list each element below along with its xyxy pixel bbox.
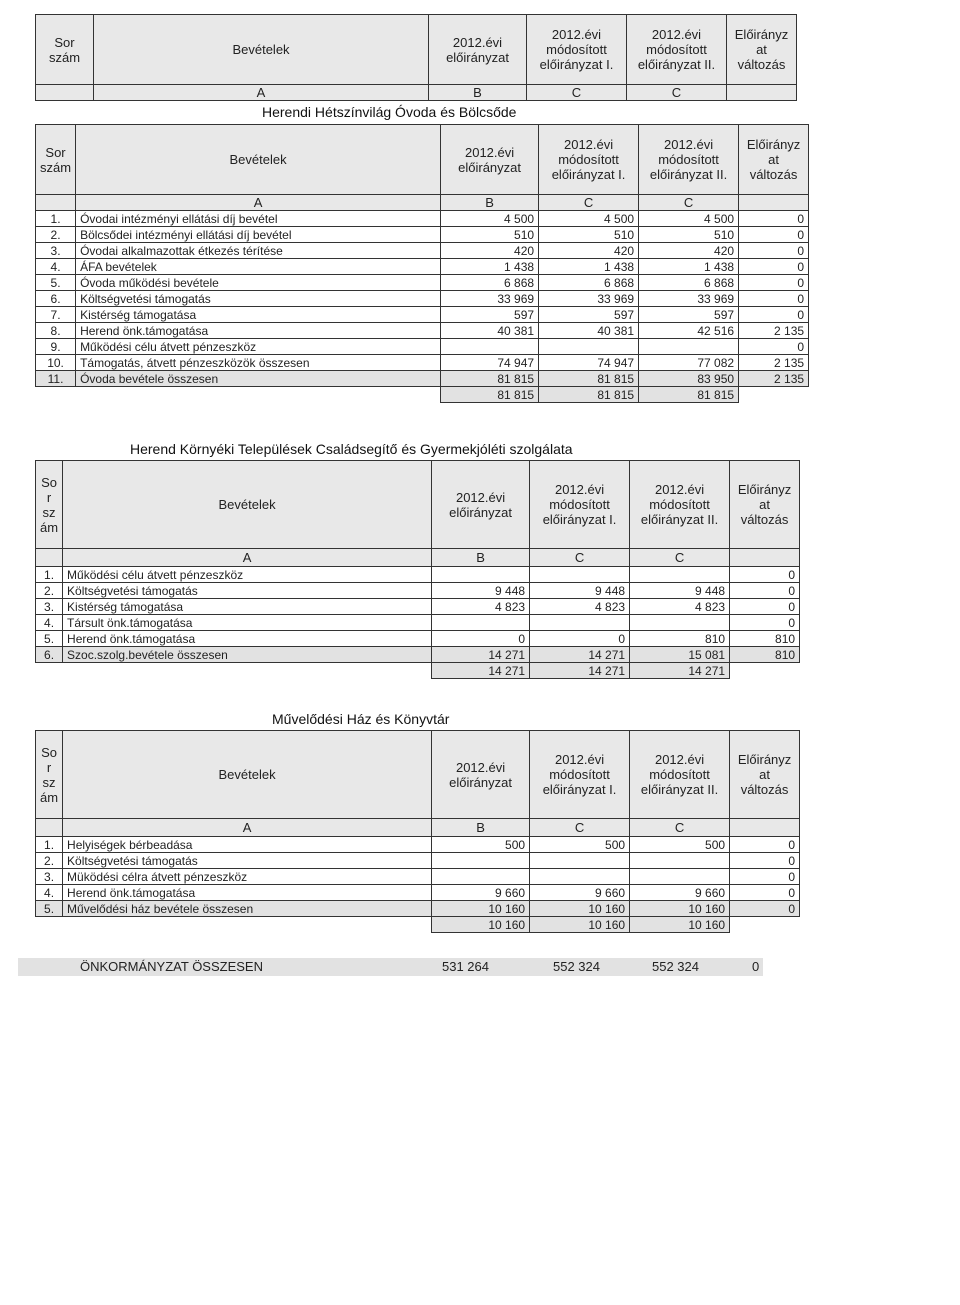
table-row (36, 211, 809, 227)
row-number: 5. (36, 631, 63, 647)
table-row (36, 227, 809, 243)
header-bevetelek: Bevételek (94, 15, 429, 85)
row-valtozas: 0 (739, 211, 809, 227)
row-valtozas: 0 (739, 275, 809, 291)
table-row (36, 869, 800, 885)
row-label: Támogatás, átvett pénzeszközök összesen (76, 355, 441, 371)
row-valtozas: 0 (730, 869, 800, 885)
table-row (36, 885, 800, 901)
row-mod2: 420 (639, 243, 739, 259)
row-mod1: 33 969 (539, 291, 639, 307)
row-valtozas: 0 (739, 227, 809, 243)
row-mod2: 15 081 (630, 647, 730, 663)
row-mod1: 4 823 (530, 599, 630, 615)
row-number: 5. (36, 275, 76, 291)
csaladsegito-table (35, 460, 800, 679)
row-label: Művelődési ház bevétele összesen (63, 901, 432, 917)
check-row (36, 387, 809, 403)
row-number: 4. (36, 259, 76, 275)
row-mod2: 597 (639, 307, 739, 323)
header-letter-blank2 (727, 85, 797, 101)
row-mod2 (639, 339, 739, 355)
check-c1: 10 160 (530, 917, 630, 933)
row-number: 4. (36, 615, 63, 631)
row-label: Kistérség támogatása (63, 599, 432, 615)
row-mod2: 33 969 (639, 291, 739, 307)
table-row (36, 853, 800, 869)
row-valtozas: 0 (739, 339, 809, 355)
header-mod1: 2012.évi módosított előirányzat I. (527, 15, 627, 85)
row-mod2 (630, 853, 730, 869)
row-label: Szoc.szolg.bevétele összesen (63, 647, 432, 663)
table-row (36, 615, 800, 631)
table-row (36, 583, 800, 599)
row-mod2 (630, 615, 730, 631)
row-number: 2. (36, 227, 76, 243)
header-bevetelek: Bevételek (63, 731, 432, 819)
grand-total-label: ÖNKORMÁNYZAT ÖSSZESEN (80, 959, 263, 974)
row-eloiranyzat: 500 (432, 837, 530, 853)
row-mod1: 597 (539, 307, 639, 323)
row-label: Kistérség támogatása (76, 307, 441, 323)
header-letter-c1: C (530, 819, 630, 837)
table-row (36, 371, 809, 387)
row-mod1 (530, 853, 630, 869)
header-eloiranyzat: 2012.évi előirányzat (429, 15, 527, 85)
table-row (36, 243, 809, 259)
check-b: 10 160 (432, 917, 530, 933)
row-valtozas: 0 (739, 259, 809, 275)
table-row (36, 355, 809, 371)
header-mod1: 2012.évi módosított előirányzat I. (530, 461, 630, 549)
row-mod2 (630, 567, 730, 583)
header-mod2: 2012.évi módosított előirányzat II. (630, 731, 730, 819)
header-letter-blank (36, 549, 63, 567)
row-valtozas: 0 (730, 885, 800, 901)
row-valtozas: 2 135 (739, 371, 809, 387)
row-mod1: 9 660 (530, 885, 630, 901)
check-c1: 81 815 (539, 387, 639, 403)
table-row (36, 291, 809, 307)
row-eloiranyzat: 4 823 (432, 599, 530, 615)
section-title-csaladsegito: Herend Környéki Települések Családsegítő és Gyermekjóléti szolgálata (130, 441, 573, 457)
row-mod1 (530, 869, 630, 885)
row-eloiranyzat: 9 660 (432, 885, 530, 901)
row-valtozas: 0 (730, 853, 800, 869)
row-number: 10. (36, 355, 76, 371)
row-number: 3. (36, 599, 63, 615)
row-mod2: 500 (630, 837, 730, 853)
header-sor-szam: So r sz ám (36, 461, 63, 549)
top-header-table (35, 14, 797, 101)
header-mod2: 2012.évi módosított előirányzat II. (639, 125, 739, 195)
row-label: Bölcsődei intézményi ellátási díj bevétel (76, 227, 441, 243)
row-eloiranyzat: 74 947 (441, 355, 539, 371)
row-number: 1. (36, 837, 63, 853)
header-letter-c2: C (639, 195, 739, 211)
section-title-muvelodesi-haz: Művelődési Ház és Könyvtár (272, 711, 450, 727)
row-mod2: 77 082 (639, 355, 739, 371)
row-mod2: 9 448 (630, 583, 730, 599)
check-c1: 14 271 (530, 663, 630, 679)
row-eloiranyzat (432, 615, 530, 631)
check-c2: 14 271 (630, 663, 730, 679)
row-label: Herend önk.támogatása (76, 323, 441, 339)
row-eloiranyzat (441, 339, 539, 355)
row-valtozas: 810 (730, 647, 800, 663)
row-label: Herend önk.támogatása (63, 631, 432, 647)
row-mod2: 810 (630, 631, 730, 647)
check-b: 14 271 (432, 663, 530, 679)
header-letter-c1: C (539, 195, 639, 211)
row-label: Óvoda működési bevétele (76, 275, 441, 291)
row-label: Helyiségek bérbeadása (63, 837, 432, 853)
row-label: Óvodai intézményi ellátási díj bevétel (76, 211, 441, 227)
row-eloiranyzat: 4 500 (441, 211, 539, 227)
header-letter-blank (36, 195, 76, 211)
row-number: 2. (36, 583, 63, 599)
muvelodesi-haz-table (35, 730, 800, 933)
header-valtozas: Előirányz at változás (730, 461, 800, 549)
header-mod2: 2012.évi módosított előirányzat II. (627, 15, 727, 85)
ovoda-table (35, 124, 809, 403)
row-valtozas: 0 (730, 615, 800, 631)
header-sor-szam: Sor szám (36, 125, 76, 195)
table-row (36, 307, 809, 323)
row-valtozas: 2 135 (739, 355, 809, 371)
table-row (36, 567, 800, 583)
section-title-ovoda: Herendi Hétszínvilág Óvoda és Bölcsőde (262, 104, 517, 120)
header-letter-a: A (63, 819, 432, 837)
row-mod2: 1 438 (639, 259, 739, 275)
row-number: 9. (36, 339, 76, 355)
header-letter-blank2 (730, 549, 800, 567)
header-letter-blank (36, 819, 63, 837)
row-eloiranyzat: 81 815 (441, 371, 539, 387)
header-sor-szam: Sor szám (36, 15, 94, 85)
row-mod1: 81 815 (539, 371, 639, 387)
row-mod2: 42 516 (639, 323, 739, 339)
header-eloiranyzat: 2012.évi előirányzat (441, 125, 539, 195)
row-mod1: 500 (530, 837, 630, 853)
header-eloiranyzat: 2012.évi előirányzat (432, 461, 530, 549)
row-mod2 (630, 869, 730, 885)
header-letter-c2: C (630, 549, 730, 567)
row-eloiranyzat: 420 (441, 243, 539, 259)
header-eloiranyzat: 2012.évi előirányzat (432, 731, 530, 819)
row-label: Társult önk.támogatása (63, 615, 432, 631)
row-label: Költségvetési támogatás (63, 853, 432, 869)
row-number: 6. (36, 291, 76, 307)
grand-total-c1: 552 324 (553, 959, 600, 974)
row-eloiranyzat (432, 567, 530, 583)
header-letter-blank2 (739, 195, 809, 211)
table-row (36, 837, 800, 853)
row-label: Működési célu átvett pénzeszköz (63, 567, 432, 583)
header-sor-szam: So r sz ám (36, 731, 63, 819)
check-row (36, 917, 800, 933)
row-mod2: 4 500 (639, 211, 739, 227)
row-mod2: 6 868 (639, 275, 739, 291)
header-letter-c1: C (527, 85, 627, 101)
row-eloiranyzat: 6 868 (441, 275, 539, 291)
row-eloiranyzat: 10 160 (432, 901, 530, 917)
row-valtozas: 2 135 (739, 323, 809, 339)
row-eloiranyzat: 510 (441, 227, 539, 243)
header-bevetelek: Bevételek (76, 125, 441, 195)
row-mod1: 420 (539, 243, 639, 259)
table-row (36, 259, 809, 275)
row-number: 1. (36, 211, 76, 227)
check-c2: 10 160 (630, 917, 730, 933)
row-eloiranyzat: 0 (432, 631, 530, 647)
row-label: Óvoda bevétele összesen (76, 371, 441, 387)
table-row (36, 275, 809, 291)
header-letter-a: A (94, 85, 429, 101)
row-number: 7. (36, 307, 76, 323)
row-mod1: 14 271 (530, 647, 630, 663)
table-row (36, 599, 800, 615)
row-mod1: 10 160 (530, 901, 630, 917)
row-valtozas: 0 (730, 901, 800, 917)
row-eloiranyzat: 40 381 (441, 323, 539, 339)
row-valtozas: 810 (730, 631, 800, 647)
row-mod1: 40 381 (539, 323, 639, 339)
check-b: 81 815 (441, 387, 539, 403)
table-row (36, 339, 809, 355)
row-valtozas: 0 (730, 837, 800, 853)
table-row (36, 631, 800, 647)
check-c2: 81 815 (639, 387, 739, 403)
row-mod2: 10 160 (630, 901, 730, 917)
header-valtozas: Előirányz at változás (727, 15, 797, 85)
row-number: 11. (36, 371, 76, 387)
row-eloiranyzat: 33 969 (441, 291, 539, 307)
row-number: 2. (36, 853, 63, 869)
table-row (36, 901, 800, 917)
row-valtozas: 0 (739, 307, 809, 323)
row-mod1 (530, 567, 630, 583)
grand-total-c2: 552 324 (652, 959, 699, 974)
header-letter-blank (36, 85, 94, 101)
header-letter-b: B (432, 549, 530, 567)
row-mod1: 0 (530, 631, 630, 647)
table-row (36, 323, 809, 339)
row-mod1 (530, 615, 630, 631)
header-valtozas: Előirányz at változás (730, 731, 800, 819)
header-letter-b: B (432, 819, 530, 837)
header-mod1: 2012.évi módosított előirányzat I. (539, 125, 639, 195)
row-eloiranyzat (432, 869, 530, 885)
row-eloiranyzat: 597 (441, 307, 539, 323)
header-mod2: 2012.évi módosított előirányzat II. (630, 461, 730, 549)
row-label: Óvodai alkalmazottak étkezés térítése (76, 243, 441, 259)
header-valtozas: Előirányz at változás (739, 125, 809, 195)
row-number: 5. (36, 901, 63, 917)
row-number: 6. (36, 647, 63, 663)
row-eloiranyzat: 1 438 (441, 259, 539, 275)
row-mod1: 4 500 (539, 211, 639, 227)
header-letter-c2: C (630, 819, 730, 837)
row-mod1: 74 947 (539, 355, 639, 371)
row-mod1: 1 438 (539, 259, 639, 275)
row-number: 4. (36, 885, 63, 901)
row-eloiranyzat: 9 448 (432, 583, 530, 599)
header-letter-c1: C (530, 549, 630, 567)
row-valtozas: 0 (730, 583, 800, 599)
row-eloiranyzat (432, 853, 530, 869)
grand-total-row (18, 958, 763, 976)
row-mod2: 4 823 (630, 599, 730, 615)
row-number: 3. (36, 869, 63, 885)
row-number: 1. (36, 567, 63, 583)
row-valtozas: 0 (739, 243, 809, 259)
row-mod1: 510 (539, 227, 639, 243)
header-letter-b: B (429, 85, 527, 101)
row-valtozas: 0 (730, 599, 800, 615)
row-label: Müködési célra átvett pénzeszköz (63, 869, 432, 885)
row-mod1 (539, 339, 639, 355)
row-mod1: 6 868 (539, 275, 639, 291)
row-valtozas: 0 (739, 291, 809, 307)
row-label: Herend önk.támogatása (63, 885, 432, 901)
header-letter-c2: C (627, 85, 727, 101)
row-mod2: 83 950 (639, 371, 739, 387)
table-row (36, 647, 800, 663)
row-label: Működési célu átvett pénzeszköz (76, 339, 441, 355)
row-label: ÁFA bevételek (76, 259, 441, 275)
header-letter-a: A (76, 195, 441, 211)
header-letter-b: B (441, 195, 539, 211)
grand-total-d: 0 (752, 959, 760, 974)
header-mod1: 2012.évi módosított előirányzat I. (530, 731, 630, 819)
row-number: 3. (36, 243, 76, 259)
row-mod2: 9 660 (630, 885, 730, 901)
grand-total-b: 531 264 (442, 959, 489, 974)
row-mod1: 9 448 (530, 583, 630, 599)
header-letter-a: A (63, 549, 432, 567)
row-label: Költségvetési támogatás (63, 583, 432, 599)
header-bevetelek: Bevételek (63, 461, 432, 549)
row-eloiranyzat: 14 271 (432, 647, 530, 663)
header-letter-blank2 (730, 819, 800, 837)
row-label: Költségvetési támogatás (76, 291, 441, 307)
check-row (36, 663, 800, 679)
row-mod2: 510 (639, 227, 739, 243)
row-number: 8. (36, 323, 76, 339)
row-valtozas: 0 (730, 567, 800, 583)
